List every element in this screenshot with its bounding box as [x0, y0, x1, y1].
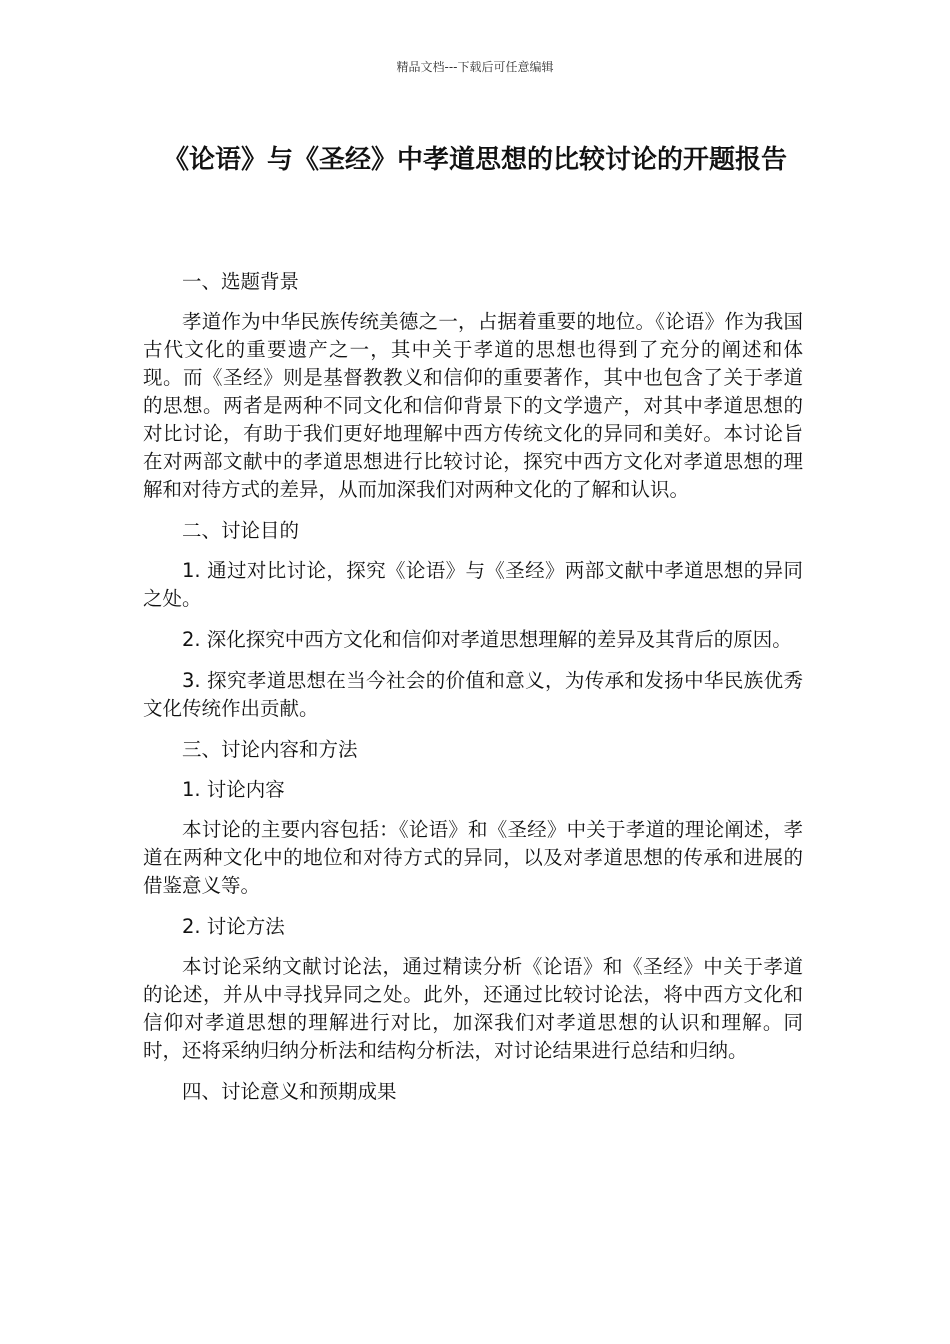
section-heading-purpose: 二、讨论目的 — [182, 519, 300, 542]
paragraph-method: 本讨论采纳文献讨论法，通过精读分析《论语》和《圣经》中关于孝道的论述，并从中寻找异同之处。此外，还通过比较讨论法，将中西方文化和信仰对孝道思想的理解进行对比，加深我们对孝道思想的认识和理解。同时，还将采纳归纳分析法和结构分析法，对讨论结果进行总结和归纳。 — [143, 955, 803, 1062]
section-heading-background: 一、选题背景 — [182, 270, 300, 293]
paragraph-content: 本讨论的主要内容包括：《论语》和《圣经》中关于孝道的理论阐述，孝道在两种文化中的地位和对待方式的异同，以及对孝道思想的传承和进展的借鉴意义等。 — [143, 818, 803, 897]
subheading-content: 1. 讨论内容 — [182, 778, 285, 801]
purpose-item-1: 1. 通过对比讨论，探究《论语》与《圣经》两部文献中孝道思想的异同之处。 — [143, 559, 803, 610]
paragraph-background: 孝道作为中华民族传统美德之一，占据着重要的地位。《论语》作为我国古代文化的重要遗产之一，其中关于孝道的思想也得到了充分的阐述和体现。而《圣经》则是基督教教义和信仰的重要著作，其中也包含了关于孝道的思想。两者是两种不同文化和信仰背景下的文学遗产，对其中孝道思想的对比讨论，有助于我们更好地理解中西方传统文化的异同和美好。本讨论旨在对两部文献中的孝道思想进行比较讨论，探究中西方文化对孝道思想的理解和对待方式的差异，从而加深我们对两种文化的了解和认识。 — [143, 310, 803, 501]
purpose-item-3: 3. 探究孝道思想在当今社会的价值和意义，为传承和发扬中华民族优秀文化传统作出贡献。 — [143, 669, 803, 720]
subheading-method: 2. 讨论方法 — [182, 915, 285, 938]
document-title: 《论语》与《圣经》中孝道思想的比较讨论的开题报告 — [162, 145, 787, 175]
section-heading-content-method: 三、讨论内容和方法 — [182, 738, 358, 761]
section-heading-significance: 四、讨论意义和预期成果 — [182, 1080, 397, 1103]
header-note: 精品文档---下载后可任意编辑 — [396, 60, 554, 74]
document-body — [143, 268, 803, 1118]
purpose-item-2: 2. 深化探究中西方文化和信仰对孝道思想理解的差异及其背后的原因。 — [182, 628, 792, 651]
